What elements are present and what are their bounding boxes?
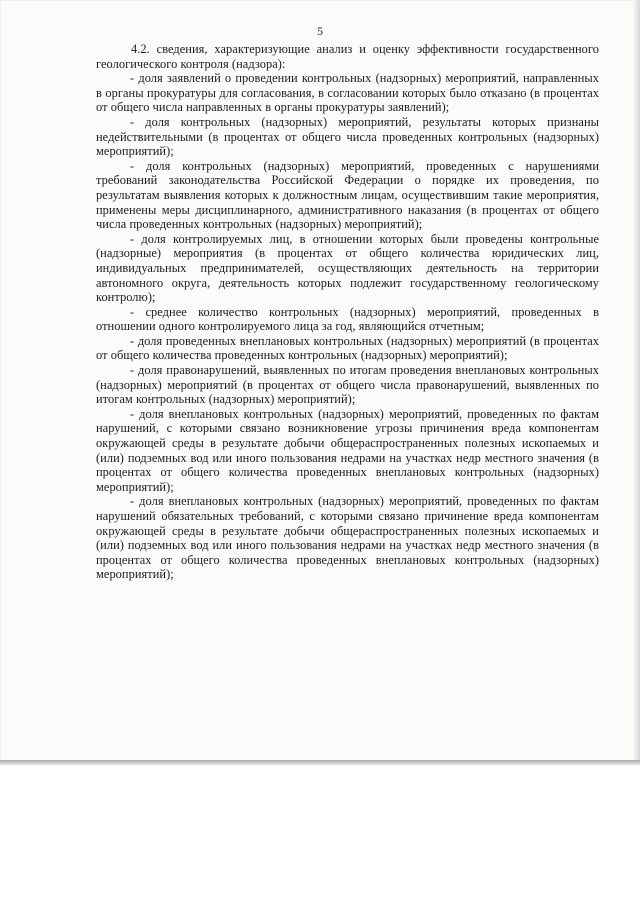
list-item: - доля проведенных внеплановых контрольных (надзорных) мероприятий (в процентах от общего количества проведенных контрольных (надзорных) мероприятий); (96, 333, 599, 363)
page-number: 5 (317, 24, 323, 38)
list-item: - доля внеплановых контрольных (надзорных) мероприятий, проведенных по фактам нарушений, с которыми связано возникновение угрозы причинения вреда компонентам окружающей среды в результате добычи общераспространенных полезных ископаемых и (или) подземных вод или иного пользования недрами на участках недр местного значения (в процентах от общего количества проведенных внеплановых контрольных (надзорных) мероприятий); (96, 406, 599, 494)
list-item: - среднее количество контрольных (надзорных) мероприятий, проведенных в отношении одного контролируемого лица за год, являющийся отчетным; (96, 304, 599, 334)
list-item: - доля правонарушений, выявленных по итогам проведения внеплановых контрольных (надзорных) мероприятий (в процентах от общего числа правонарушений, выявленных по итогам контрольных (надзорных) мероприятий); (96, 363, 599, 407)
list-item: - доля заявлений о проведении контрольных (надзорных) мероприятий, направленных в органы прокуратуры для согласования, в согласовании которых было отказано (в процентах от общего числа направленных в органы прокуратуры заявлений); (96, 71, 599, 115)
list-item: - доля контрольных (надзорных) мероприятий, проведенных с нарушениями требований законодательства Российской Федерации о порядке их проведения, по результатам выявления которых к должностным лицам, осуществившим такие мероприятия, применены меры дисциплинарного, административного наказания (в процентах от общего числа проведенных контрольных (надзорных) мероприятий); (96, 158, 599, 232)
list-item: - доля контрольных (надзорных) мероприятий, результаты которых признаны недействительными (в процентах от общего числа проведенных контрольных (надзорных) мероприятий); (96, 114, 599, 159)
sheet-bottom-edge (0, 760, 640, 766)
document-body (96, 42, 599, 582)
list-item: - доля внеплановых контрольных (надзорных) мероприятий, проведенных по фактам нарушений обязательных требований, с которыми связано причинение вреда компонентам окружающей среды в результате добычи общераспространенных полезных ископаемых и (или) подземных вод или иного пользования недрами на участках недр местного значения (в процентах от общего количества проведенных внеплановых контрольных (надзорных) мероприятий); (96, 494, 599, 582)
section-heading: 4.2. сведения, характеризующие анализ и оценку эффективности государственного геологического контроля (надзора): (96, 42, 599, 71)
sheet-right-edge (634, 0, 640, 762)
list-item: - доля контролируемых лиц, в отношении которых были проведены контрольные (надзорные) мероприятия (в процентах от общего количества юридических лиц, индивидуальных предпринимателей, осуществляющих деятельность на территории автономного округа, деятельность которых подлежит государственному геологическому контролю); (96, 231, 599, 305)
